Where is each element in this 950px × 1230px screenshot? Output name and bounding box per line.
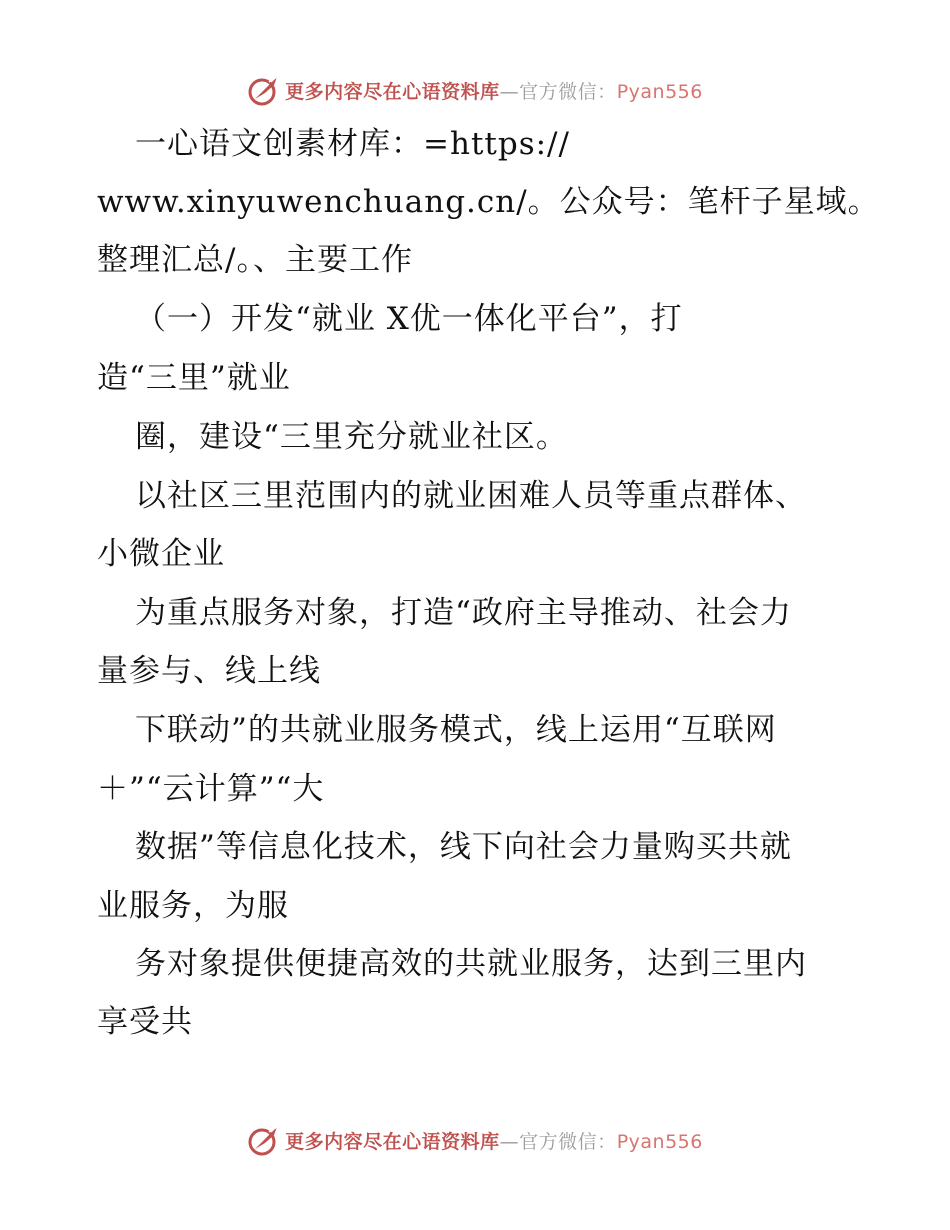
footer-banner — [0, 1120, 950, 1160]
footer-separator: — — [499, 1130, 520, 1153]
body-line: 圈，建设“三里充分就业社区。 — [135, 419, 568, 455]
quill-circle-logo-icon — [247, 73, 281, 107]
body-line: 小微企业 — [97, 536, 225, 572]
footer-wechat-label: 官方微信： — [519, 1130, 617, 1153]
body-line: 为重点服务对象，打造“政府主导推动、社会力 — [135, 595, 792, 631]
body-line: 整理汇总/。、主要工作 — [97, 242, 413, 278]
body-line: 一心语文创素材库：=https:// — [135, 126, 570, 162]
body-line: www.xinyuwenchuang.cn/。公众号：笔杆子星域。 — [97, 184, 880, 220]
body-line: 享受共 — [97, 1004, 193, 1040]
header-banner-text — [285, 77, 703, 104]
body-line: 务对象提供便捷高效的共就业服务，达到三里内 — [135, 946, 807, 982]
header-wechat-label: 官方微信： — [519, 80, 617, 103]
body-line: 以社区三里范围内的就业困难人员等重点群体、 — [135, 478, 807, 514]
header-separator: — — [499, 80, 520, 103]
header-banner — [0, 70, 950, 110]
body-line: 造“三里”就业 — [97, 360, 291, 396]
body-line: （一）开发“就业 X优一体化平台”，打 — [135, 301, 683, 337]
body-line: 量参与、线上线 — [97, 653, 321, 689]
quill-circle-logo-icon — [247, 1123, 281, 1157]
footer-wechat-id: Pyan556 — [616, 1130, 703, 1153]
body-line: 业服务，为服 — [97, 888, 289, 924]
footer-banner-text — [285, 1127, 703, 1154]
body-line: 数据”等信息化技术，线下向社会力量购买共就 — [135, 829, 792, 865]
body-line: 下联动”的共就业服务模式，线上运用“互联网 — [135, 712, 777, 748]
header-wechat-id: Pyan556 — [616, 80, 703, 103]
body-line: ＋”“云计算”“大 — [97, 771, 325, 807]
header-brand: 更多内容尽在心语资料库 — [285, 80, 500, 103]
footer-brand: 更多内容尽在心语资料库 — [285, 1130, 500, 1153]
